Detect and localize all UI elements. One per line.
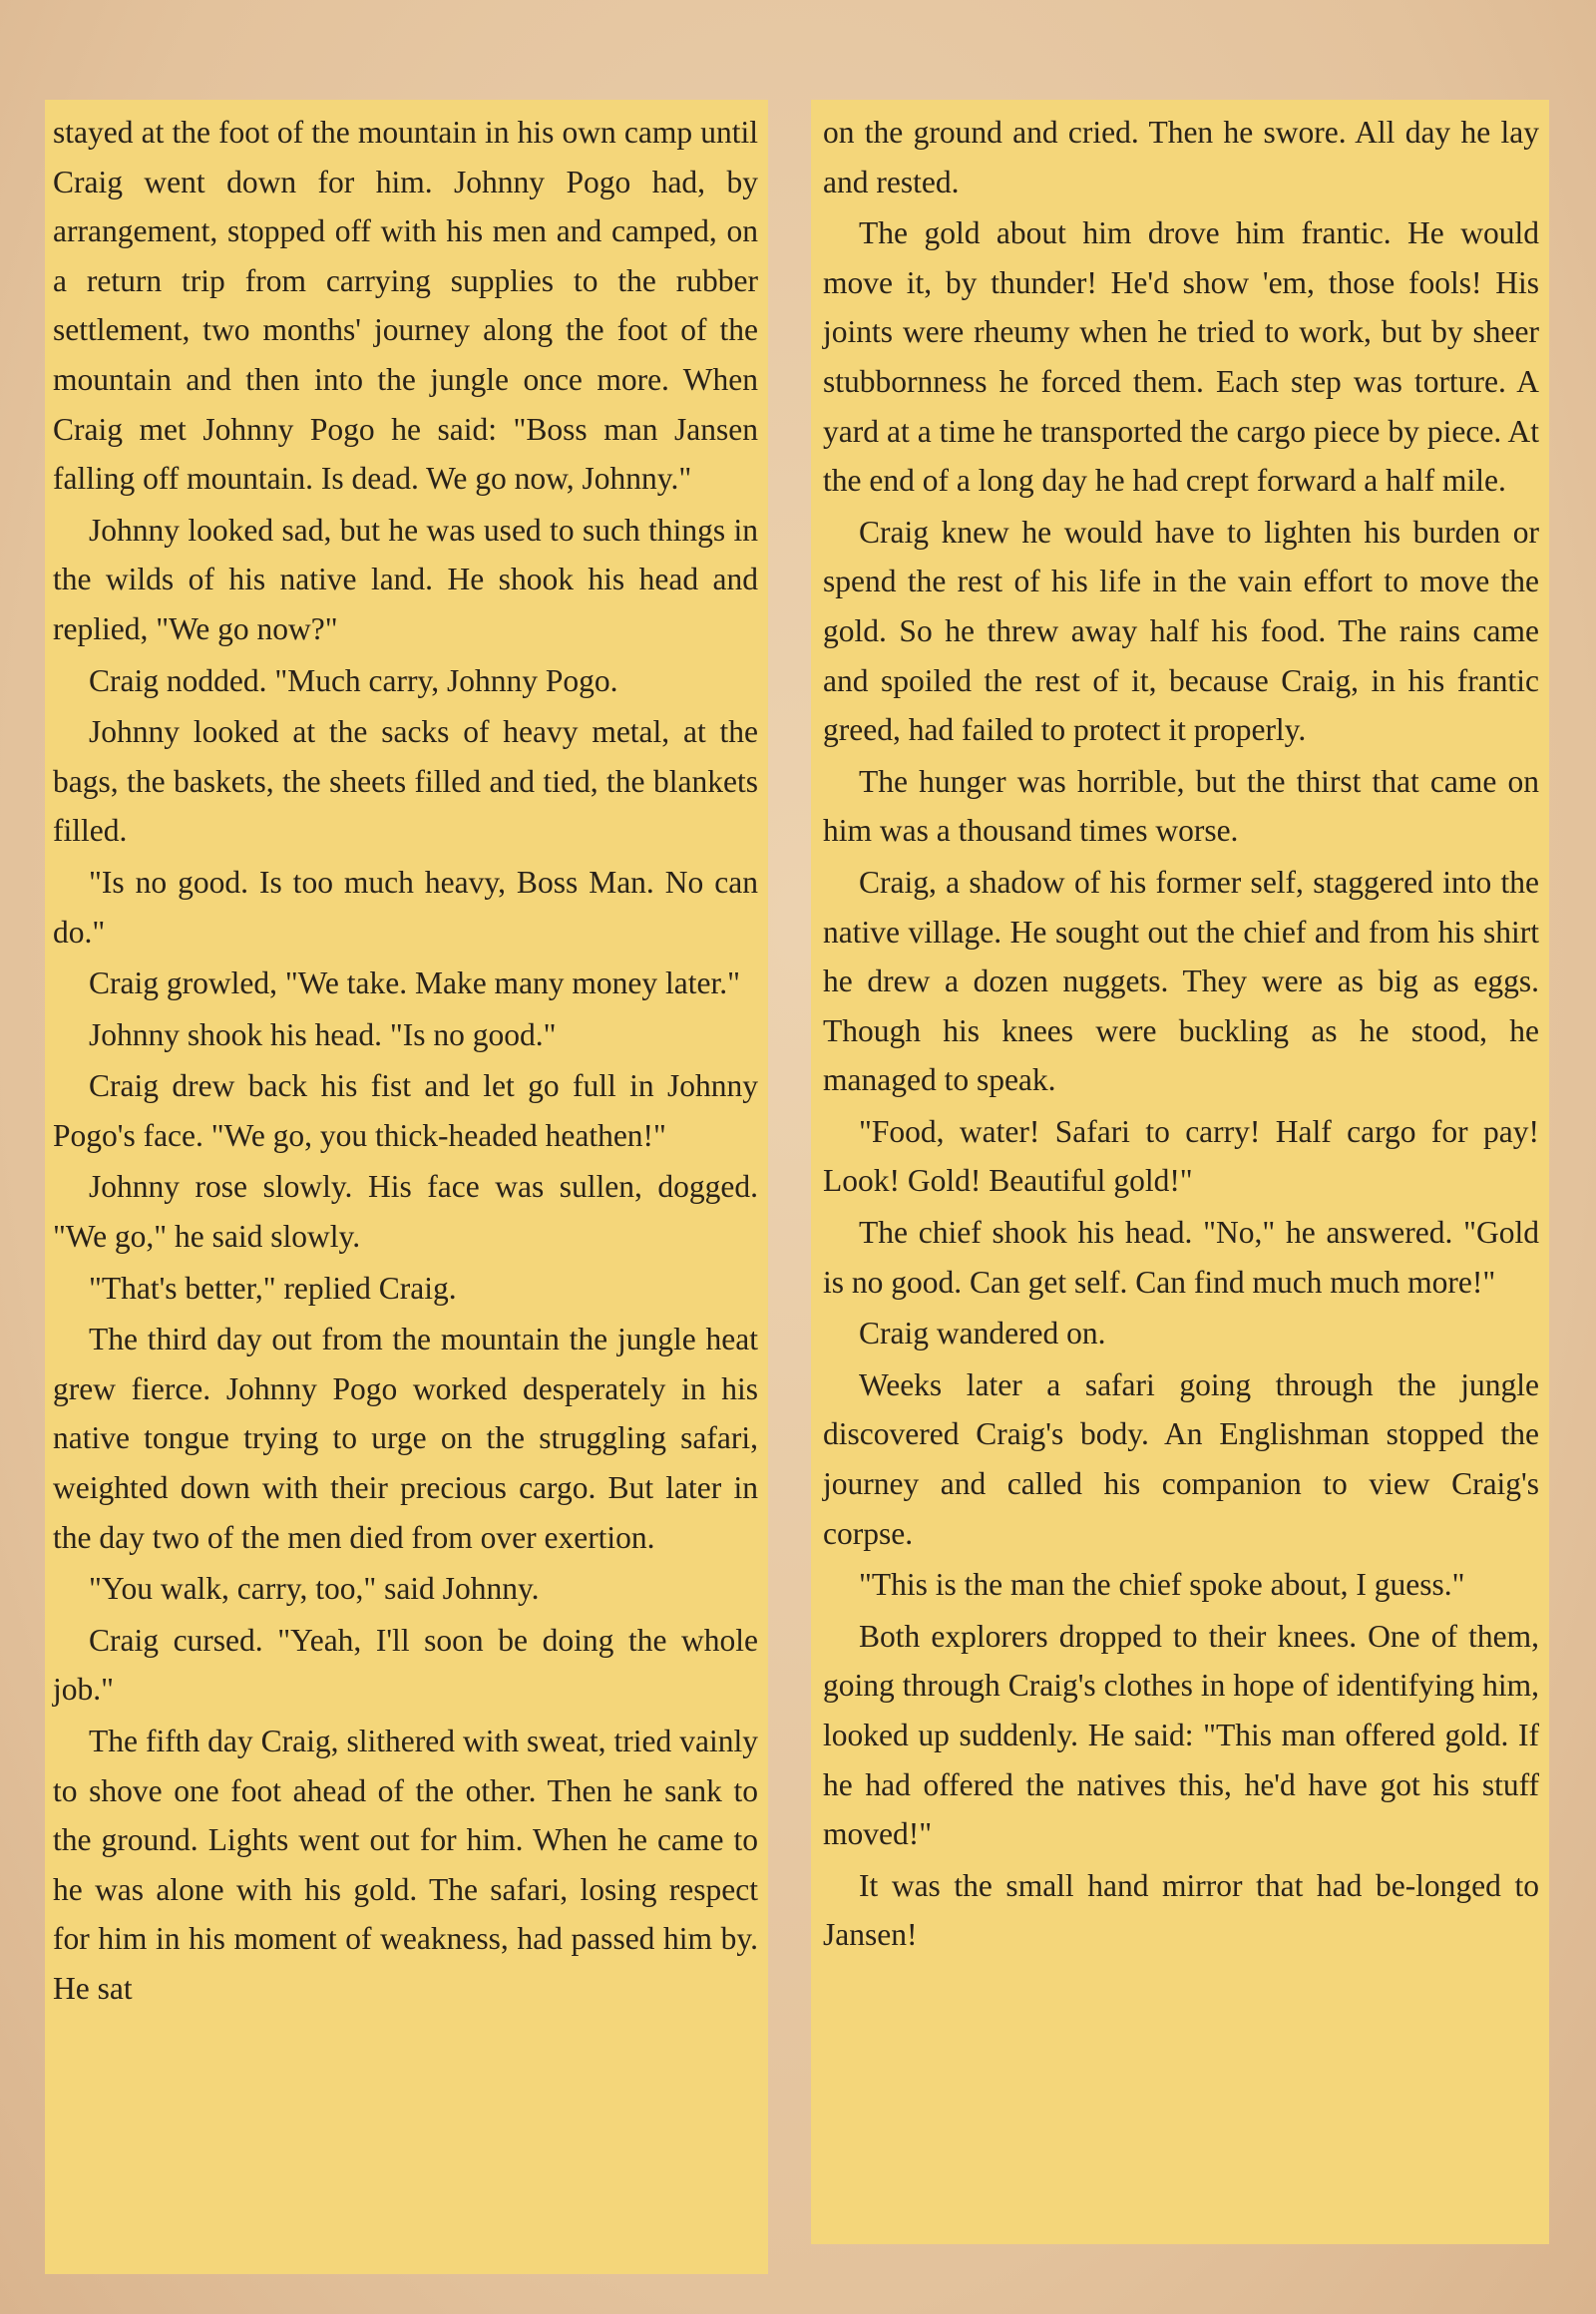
paragraph: Craig knew he would have to lighten his burden or spend the rest of his life in the vain effort to move the gold. So he threw away half his food. The rains came and spoiled the rest of it, because Craig, in his frantic greed, had failed to protect it properly. <box>823 514 1539 748</box>
paragraph: The third day out from the mountain the jungle heat grew fierce. Johnny Pogo worked desperately in his native tongue trying to urge on the struggling safari, weighted down with their precious cargo. But later in the day two of the men died from over exertion. <box>53 1322 758 1555</box>
paragraph: Craig drew back his fist and let go full in Johnny Pogo's face. "We go, you thick-headed heathen!" <box>53 1068 758 1153</box>
paragraph: Johnny rose slowly. His face was sullen, dogged. "We go," he said slowly. <box>53 1169 758 1255</box>
paragraph: The chief shook his head. "No," he answered. "Gold is no good. Can get self. Can find much much more!" <box>823 1215 1539 1300</box>
paragraph: Craig, a shadow of his former self, staggered into the native village. He sought out the chief and from his shirt he drew a dozen nuggets. They were as big as eggs. Though his knees were buckling as he stood, he managed to speak. <box>823 864 1539 1098</box>
paragraph: Craig cursed. "Yeah, I'll soon be doing the whole job." <box>53 1622 758 1708</box>
paragraph: Johnny shook his head. "Is no good." <box>89 1016 557 1052</box>
paragraph: Both explorers dropped to their knees. One of them, going through Craig's clothes in hope of identifying him, looked up suddenly. He said: "This man offered gold. If he had offered the natives this, he'd have got his stuff moved!" <box>823 1618 1539 1852</box>
text-column-right <box>811 100 1549 2244</box>
paragraph: on the ground and cried. Then he swore. All day he lay and rested. <box>823 115 1539 199</box>
paragraph: It was the small hand mirror that had be-longed to Jansen! <box>823 1867 1539 1953</box>
paragraph: stayed at the foot of the mountain in his own camp until Craig went down for him. Johnny Pogo had, by arrangement, stopped off with his men and camped, on a return trip from carrying supplies to the rubber settlement, two months' journey along the foot of the mountain and then into the jungle once more. When Craig met Johnny Pogo he said: "Boss man Jansen falling off mountain. Is dead. We go now, Johnny." <box>53 115 758 497</box>
paragraph: "That's better," replied Craig. <box>89 1270 457 1306</box>
paragraph: Weeks later a safari going through the jungle discovered Craig's body. An Englishman stopped the journey and called his companion to view Craig's corpse. <box>823 1366 1539 1551</box>
text-column-left <box>45 100 768 2274</box>
paragraph: Johnny looked at the sacks of heavy metal, at the bags, the baskets, the sheets filled and tied, the blankets filled. <box>53 714 758 849</box>
paragraph: The gold about him drove him frantic. He would move it, by thunder! He'd show 'em, those fools! His joints were rheumy when he tried to work, but by sheer stubbornness he forced them. Each step was torture. A yard at a time he transported the cargo piece by piece. At the end of a long day he had crept forward a half mile. <box>823 215 1539 499</box>
paragraph: The hunger was horrible, but the thirst that came on him was a thousand times worse. <box>823 763 1539 849</box>
paragraph: Craig growled, "We take. Make many money later." <box>89 965 740 1001</box>
paragraph: "Food, water! Safari to carry! Half cargo for pay! Look! Gold! Beautiful gold!" <box>823 1113 1539 1199</box>
paragraph: "You walk, carry, too," said Johnny. <box>89 1571 540 1607</box>
paragraph: Craig nodded. "Much carry, Johnny Pogo. <box>89 662 618 698</box>
paragraph: "Is no good. Is too much heavy, Boss Man. No can do." <box>53 864 758 950</box>
paragraph: The fifth day Craig, slithered with sweat, tried vainly to shove one foot ahead of the other. Then he sank to the ground. Lights went out for him. When he came to he was alone with his gold. The safari, losing respect for him in his moment of weakness, had passed him by. He sat <box>53 1724 758 2006</box>
paragraph: "This is the man the chief spoke about, I guess." <box>859 1567 1465 1603</box>
paragraph: Craig wandered on. <box>859 1316 1106 1351</box>
paragraph: Johnny looked sad, but he was used to such things in the wilds of his native land. He shook his head and replied, "We go now?" <box>53 512 758 646</box>
